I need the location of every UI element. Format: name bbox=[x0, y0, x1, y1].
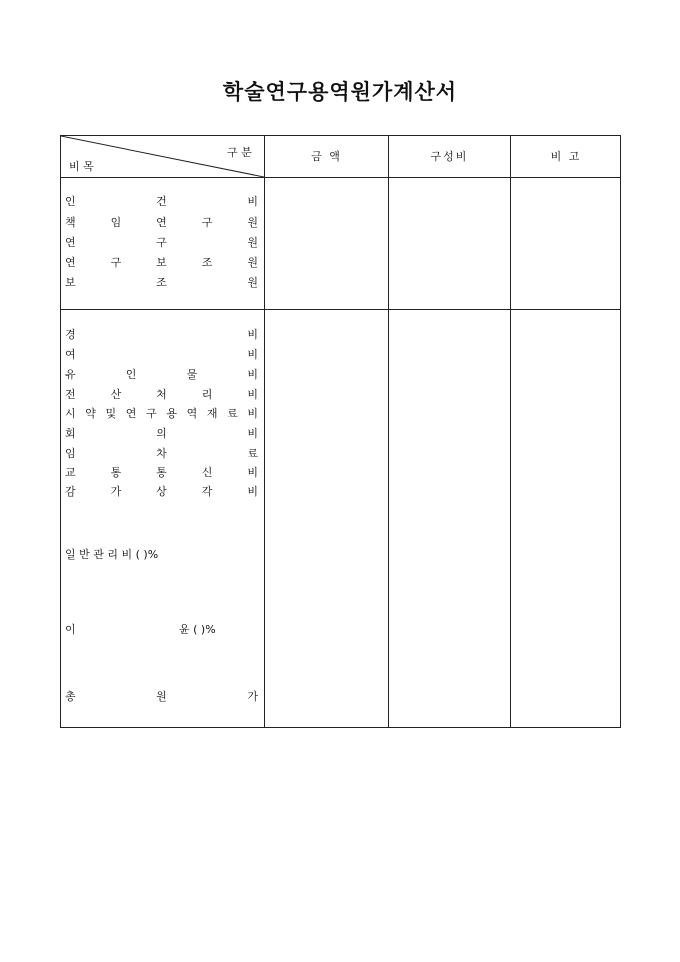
row-label-rental: 임 차 료 bbox=[65, 447, 258, 460]
row-label-overhead: 일 반 관 리 비 ( )% bbox=[65, 548, 159, 561]
row-label-meetings: 회 의 비 bbox=[65, 427, 258, 440]
document-title: 학술연구용역원가계산서 bbox=[222, 79, 458, 104]
row-label-printing: 유 인 물 비 bbox=[65, 368, 258, 381]
row-label-labor-cost: 인 건 비 bbox=[65, 195, 258, 208]
header-remarks: 비 고 bbox=[550, 150, 582, 163]
row-label-materials: 시 약 및 연 구 용 역 재 료 비 bbox=[65, 407, 258, 420]
column-divider bbox=[510, 136, 511, 727]
row-label-researcher: 연 구 원 bbox=[65, 236, 258, 249]
header-ratio: 구성비 bbox=[430, 150, 469, 163]
section-divider bbox=[61, 309, 620, 310]
header-divider bbox=[61, 177, 620, 178]
row-label-research-assistant: 연 구 보 조 원 bbox=[65, 256, 258, 269]
row-label-principal-researcher: 책 임 연 구 원 bbox=[65, 216, 258, 229]
header-category-label: 구 분 bbox=[227, 146, 252, 159]
cost-table bbox=[60, 135, 621, 728]
row-label-profit-rate: 윤 ( )% bbox=[179, 623, 216, 636]
row-label-depreciation: 감 가 상 각 비 bbox=[65, 485, 258, 498]
header-amount: 금 액 bbox=[311, 150, 342, 163]
header-cost-item-label: 비 목 bbox=[69, 160, 94, 173]
column-divider bbox=[388, 136, 389, 727]
row-label-profit-char: 이 bbox=[65, 623, 76, 636]
row-label-travel: 여 비 bbox=[65, 348, 258, 361]
row-label-computing: 전 산 처 리 비 bbox=[65, 388, 258, 401]
row-label-assistant: 보 조 원 bbox=[65, 276, 258, 289]
row-label-total-cost: 총 원 가 bbox=[65, 690, 258, 703]
row-label-expenses: 경 비 bbox=[65, 328, 258, 341]
row-label-communication: 교 통 통 신 비 bbox=[65, 466, 258, 479]
column-divider bbox=[264, 136, 265, 727]
